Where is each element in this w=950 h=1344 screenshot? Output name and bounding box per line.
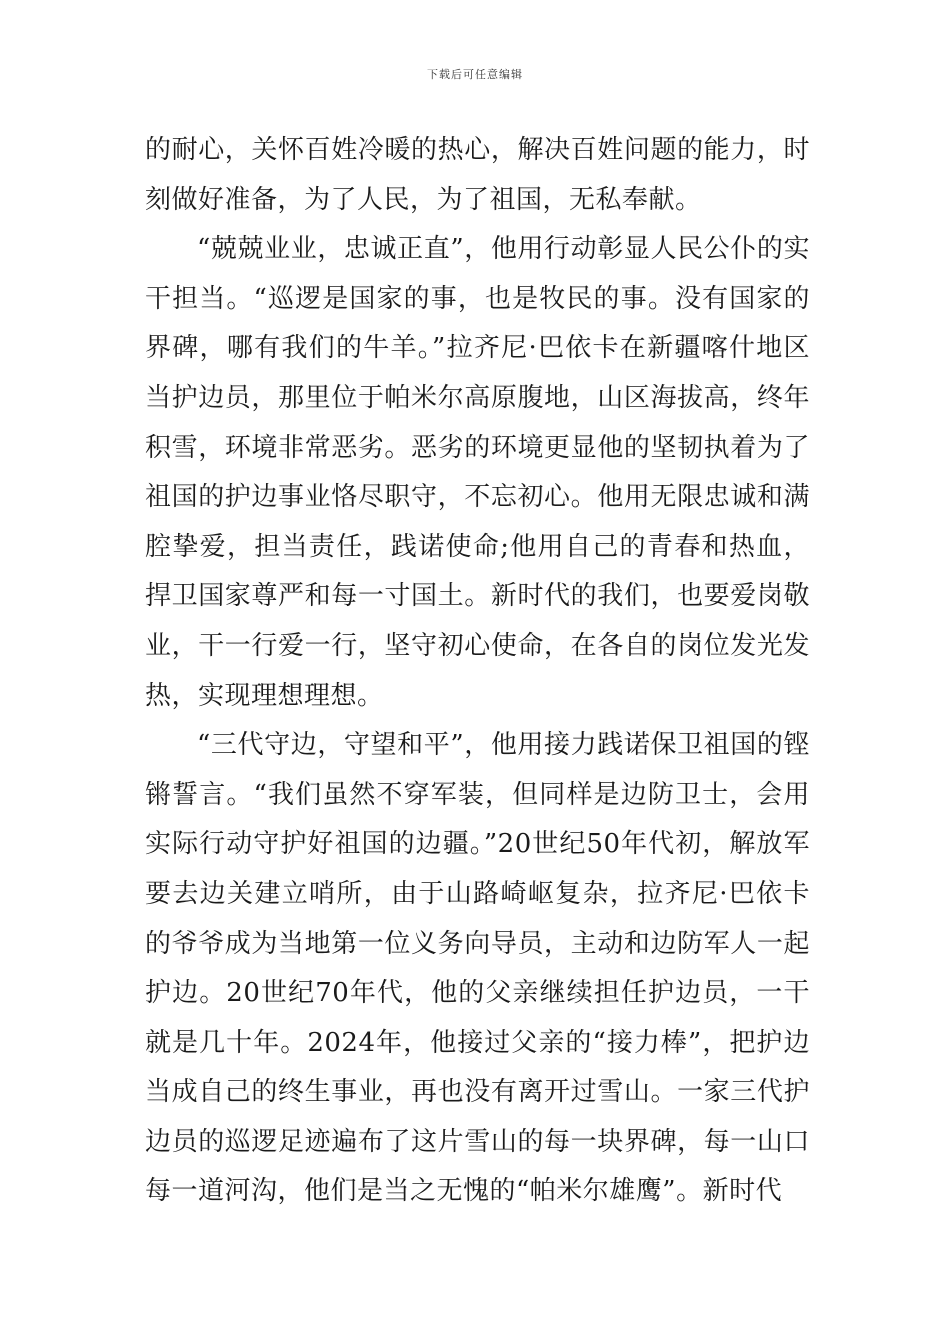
document-body — [145, 126, 810, 1217]
header-note: 下载后可任意编辑 — [427, 68, 523, 81]
paragraph-continuation: 的耐心，关怀百姓冷暖的热心，解决百姓问题的能力，时刻做好准备，为了人民，为了祖国，无私奉献。 — [145, 135, 810, 215]
paragraph-three-generations: “三代守边，守望和平”，他用接力践诺保卫祖国的铿锵誓言。“我们虽然不穿军装，但同样是边防卫士，会用实际行动守护好祖国的边疆。”20世纪50年代初，解放军要去边关建立哨所，由于山路崎岖复杂，拉齐尼·巴依卡的爷爷成为当地第一位义务向导员，主动和边防军人一起护边。20世纪70年代，他的父亲继续担任护边员，一干就是几十年。2024年，他接过父亲的“接力棒”，把护边当成自己的终生事业，再也没有离开过雪山。一家三代护边员的巡逻足迹遍布了这片雪山的每一块界碑，每一山口每一道河沟，他们是当之无愧的“帕米尔雄鹰”。新时代 — [145, 730, 810, 1207]
paragraph-dedication: “兢兢业业，忠诚正直”，他用行动彰显人民公仆的实干担当。“巡逻是国家的事，也是牧民的事。没有国家的界碑，哪有我们的牛羊。”拉齐尼·巴依卡在新疆喀什地区当护边员，那里位于帕米尔高原腹地，山区海拔高，终年积雪，环境非常恶劣。恶劣的环境更显他的坚韧执着为了祖国的护边事业恪尽职守，不忘初心。他用无限忠诚和满腔挚爱，担当责任，践诺使命;他用自己的青春和热血，捍卫国家尊严和每一寸国土。新时代的我们，也要爱岗敬业，干一行爱一行，坚守初心使命，在各自的岗位发光发热，实现理想理想。 — [145, 234, 810, 711]
